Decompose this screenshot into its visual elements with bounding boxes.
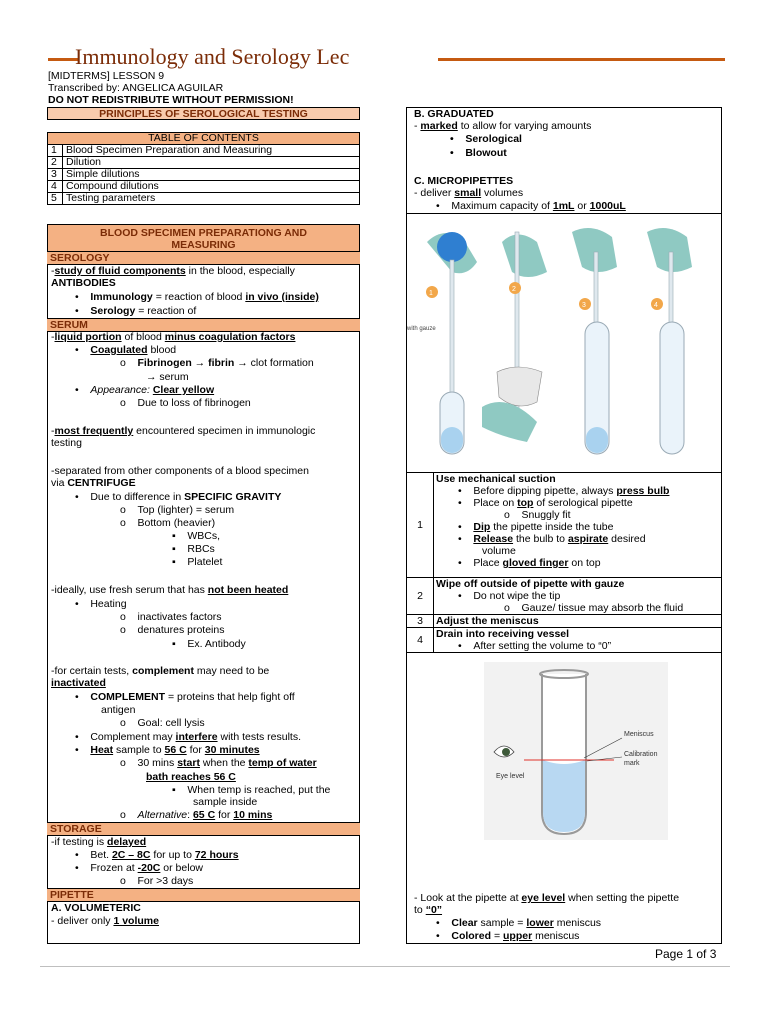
- lesson-label: [MIDTERMS] LESSON 9: [48, 70, 165, 82]
- toc-row: 1 Blood Specimen Preparation and Measuring: [48, 145, 360, 157]
- text-line: -for certain tests, complement may need to be: [51, 665, 270, 677]
- text-line: • Maximum capacity of 1mL or 1000uL: [436, 200, 626, 212]
- svg-text:3: 3: [582, 302, 586, 309]
- pipetting-figure: [407, 222, 721, 470]
- svg-text:2: 2: [512, 286, 516, 293]
- text-line: o Top (lighter) = serum: [120, 504, 235, 516]
- text-line: → serum: [146, 371, 189, 383]
- text-line: ▪ RBCs: [172, 543, 215, 555]
- step-row: 1 Use mechanical suction • Before dipping pipette, always press bulb • Place on top of serological pipette o Snuggly fit • Dip the pipette inside the tube • Release the bulb to aspirate desired volume • Place gloved finger on top: [407, 473, 722, 578]
- text-line: -ideally, use fresh serum that has not been heated: [51, 584, 289, 596]
- figure-divider: [406, 213, 722, 214]
- text-line: o Bottom (heavier): [120, 517, 216, 529]
- text-line: • Appearance: Clear yellow: [75, 384, 215, 396]
- text-line: • Clear sample = lower meniscus: [436, 917, 602, 929]
- meniscus-figure: [484, 662, 668, 840]
- text-line: • Serological: [450, 133, 522, 145]
- text-line: - deliver only 1 volume: [51, 915, 159, 927]
- header-rule-left: [48, 58, 78, 61]
- text-line: • Blowout: [450, 147, 507, 159]
- text-line: o denatures proteins: [120, 624, 225, 636]
- text-line: • Due to difference in SPECIFIC GRAVITY: [75, 491, 282, 503]
- text-line: • COMPLEMENT = proteins that help fight off: [75, 691, 295, 703]
- toc-row: 2 Dilution: [48, 157, 360, 169]
- text-line: testing: [51, 437, 82, 449]
- toc-row: 5 Testing parameters: [48, 193, 360, 205]
- text-line: • Serology = reaction of: [75, 305, 197, 317]
- svg-text:4: 4: [654, 302, 658, 309]
- text-line: - Look at the pipette at eye level when setting the pipette: [414, 892, 680, 904]
- graduated-heading: B. GRADUATED: [414, 108, 494, 120]
- svg-text:mark: mark: [624, 760, 640, 767]
- text-line: o inactivates factors: [120, 611, 222, 623]
- toc-table: [47, 132, 360, 205]
- text-line: bath reaches 56 C: [146, 771, 236, 783]
- text-line: ANTIBODIES: [51, 277, 116, 289]
- text-line: o For >3 days: [120, 875, 194, 887]
- text-line: -most frequently encountered specimen in immunologic: [51, 425, 316, 437]
- toc-row: 4 Compound dilutions: [48, 181, 360, 193]
- text-line: antigen: [101, 704, 136, 716]
- text-line: -if testing is delayed: [51, 836, 147, 848]
- volumetric-heading: A. VOLUMETERIC: [51, 902, 141, 914]
- text-line: - deliver small volumes: [414, 187, 524, 199]
- header-rule-right: [438, 58, 725, 61]
- footer-rule: [40, 966, 730, 967]
- text-line: - marked to allow for varying amounts: [414, 120, 592, 132]
- toc-row: 3 Simple dilutions: [48, 169, 360, 181]
- text-line: o Alternative: 65 C for 10 mins: [120, 809, 273, 821]
- text-line: to “0”: [414, 904, 443, 916]
- text-line: • Heat sample to 56 C for 30 minutes: [75, 744, 260, 756]
- text-line: ▪ Ex. Antibody: [172, 638, 246, 650]
- text-line: • Immunology = reaction of blood in vivo (inside): [75, 291, 319, 303]
- text-line: • Coagulated blood: [75, 344, 177, 356]
- toc-title: TABLE OF CONTENTS: [48, 133, 360, 145]
- svg-text:Eye level: Eye level: [496, 773, 525, 780]
- text-line: ▪ When temp is reached, put the: [172, 784, 331, 796]
- text-line: o Goal: cell lysis: [120, 717, 205, 729]
- text-line: • Bet. 2C – 8C for up to 72 hours: [75, 849, 239, 861]
- gauze-shape: [497, 367, 542, 406]
- text-line: sample inside: [193, 796, 258, 808]
- step-row: 4 Drain into receiving vessel • After setting the volume to “0”: [407, 628, 722, 653]
- text-line: o Fibrinogen → fibrin → clot formation: [120, 357, 314, 369]
- step-row: 3 Adjust the meniscus: [407, 615, 722, 628]
- warning-label: DO NOT REDISTRIBUTE WITHOUT PERMISSION!: [48, 94, 294, 106]
- text-line: ▪ Platelet: [172, 556, 223, 568]
- serology-heading: SEROLOGY: [47, 251, 360, 265]
- pipetting-steps-table: [406, 472, 722, 653]
- blood-specimen-heading: BLOOD SPECIMEN PREPARATIONG AND MEASURING: [48, 225, 359, 254]
- svg-text:Meniscus: Meniscus: [624, 731, 654, 738]
- serum-heading: SERUM: [47, 318, 360, 332]
- pipette-bulb: [437, 232, 467, 262]
- text-line: -study of fluid components in the blood, especially: [51, 265, 295, 277]
- storage-heading: STORAGE: [47, 822, 360, 836]
- transcriber-label: Transcribed by: ANGELICA AGUILAR: [48, 82, 224, 94]
- svg-text:with gauze: with gauze: [407, 326, 436, 332]
- text-line: -liquid portion of blood minus coagulation factors: [51, 331, 296, 343]
- text-line: o Due to loss of fibrinogen: [120, 397, 251, 409]
- pipette-heading: PIPETTE: [47, 888, 360, 902]
- page-number: Page 1 of 3: [655, 947, 717, 961]
- document-title: Immunology and Serology Lec: [75, 44, 350, 69]
- text-line: • Complement may interfere with tests results.: [75, 731, 302, 743]
- text-line: o 30 mins start when the temp of water: [120, 757, 317, 769]
- micropipettes-heading: C. MICROPIPETTES: [414, 175, 514, 187]
- text-line: inactivated: [51, 677, 106, 689]
- text-line: • Heating: [75, 598, 127, 610]
- text-line: via CENTRIFUGE: [51, 477, 136, 489]
- principles-banner: PRINCIPLES OF SEROLOGICAL TESTING: [47, 107, 360, 120]
- text-line: ▪ WBCs,: [172, 530, 221, 542]
- text-line: -separated from other components of a blood specimen: [51, 465, 309, 477]
- svg-text:Calibration: Calibration: [624, 751, 658, 758]
- svg-text:1: 1: [429, 290, 433, 297]
- text-line: • Frozen at -20C or below: [75, 862, 203, 874]
- text-line: • Colored = upper meniscus: [436, 930, 580, 942]
- step-row: 2 Wipe off outside of pipette with gauze • Do not wipe the tip o Gauze/ tissue may absorb the fluid: [407, 578, 722, 615]
